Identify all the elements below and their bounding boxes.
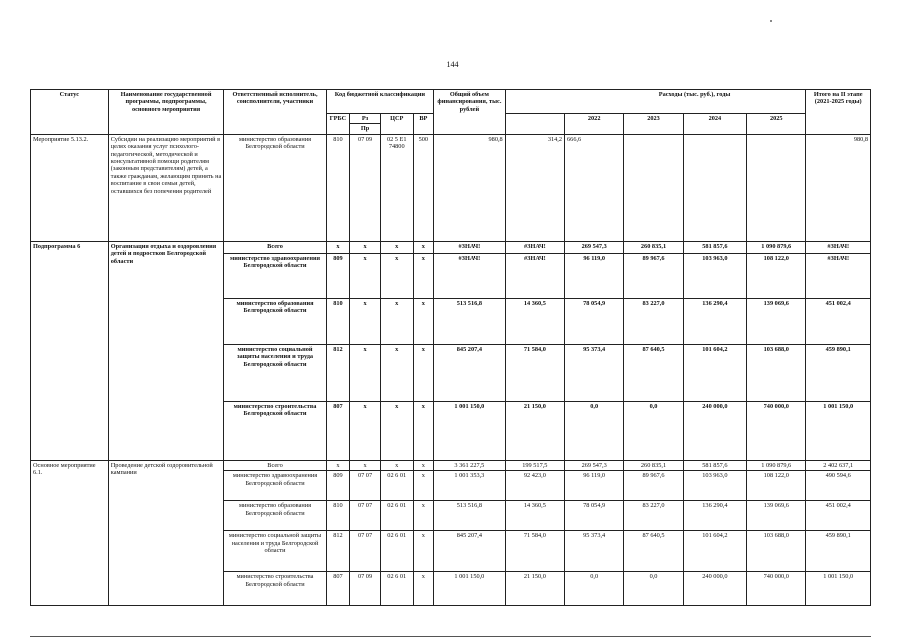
row-vr: x (413, 241, 433, 253)
row-rz: x (350, 253, 381, 298)
row-c3 (624, 134, 683, 241)
scan-speck (770, 20, 772, 22)
row-vr: x (413, 531, 433, 572)
row-csr: 02 6 01 (380, 471, 413, 501)
row-itog: #ЗНАЧ! (806, 241, 871, 253)
row-c1: 71 584,0 (505, 531, 564, 572)
row-c2: 269 547,3 (565, 241, 624, 253)
row-c1: 14 360,5 (505, 298, 564, 344)
row-c3: 89 967,6 (624, 253, 683, 298)
row-responsible: министерство образования Белгородской области (224, 501, 326, 531)
row-vr: x (413, 460, 433, 470)
row-c4: 101 604,2 (683, 344, 746, 401)
row-c4: 581 857,6 (683, 460, 746, 470)
row-csr: 02 6 01 (380, 531, 413, 572)
row-csr: x (380, 460, 413, 470)
page-number: 144 (446, 60, 459, 69)
col-responsible-header: Ответственный исполнитель, соисполнители, участники (224, 90, 326, 135)
row-c2: 0,0 (565, 572, 624, 606)
row-grbs: 807 (326, 401, 350, 460)
col-grbs-header: ГРБС (326, 114, 350, 135)
row-itog: #ЗНАЧ! (806, 253, 871, 298)
row-csr: x (380, 401, 413, 460)
row-c5: 740 000,0 (747, 401, 806, 460)
row-c5: 740 000,0 (747, 572, 806, 606)
row-rz: 07 09 (350, 572, 381, 606)
row-csr: x (380, 241, 413, 253)
row-c5: 108 122,0 (747, 253, 806, 298)
row-c4: 240 000,0 (683, 401, 746, 460)
row-total: 845 207,4 (434, 344, 506, 401)
row-c4: 103 963,0 (683, 471, 746, 501)
row-name: Организация отдыха и оздоровления детей и подростков Белгородской области (108, 241, 224, 460)
row-c4: 136 290,4 (683, 298, 746, 344)
row-total: 3 361 227,5 (434, 460, 506, 470)
row-status: Мероприятие 5.13.2. (31, 134, 109, 241)
row-c1: 21 150,0 (505, 572, 564, 606)
row-rz: 07 07 (350, 501, 381, 531)
row-total: 980,8 (434, 134, 506, 241)
row-csr: x (380, 298, 413, 344)
row-vr: 500 (413, 134, 433, 241)
row-vr: x (413, 572, 433, 606)
row-grbs: 810 (326, 134, 350, 241)
row-c2: 0,0 (565, 401, 624, 460)
row-c2: 95 373,4 (565, 531, 624, 572)
row-total: 513 516,8 (434, 298, 506, 344)
row-responsible: министерство строительства Белгородской области (224, 401, 326, 460)
row-total: #ЗНАЧ! (434, 253, 506, 298)
row-rz: 07 09 (350, 134, 381, 241)
row-vr: x (413, 471, 433, 501)
row-status: Подпрограмма 6 (31, 241, 109, 460)
row-csr: 02 5 Е1 74800 (380, 134, 413, 241)
row-c5: 139 069,6 (747, 298, 806, 344)
row-grbs: 812 (326, 344, 350, 401)
col-empty-year (505, 114, 564, 135)
row-c4: 101 604,2 (683, 531, 746, 572)
row-c4: 581 857,6 (683, 241, 746, 253)
table-row (31, 134, 871, 241)
col-2024-header: 2024 (683, 114, 746, 135)
row-c4: 240 000,0 (683, 572, 746, 606)
col-vr-header: ВР (413, 114, 433, 135)
row-c2: 96 119,0 (565, 471, 624, 501)
row-vr: x (413, 344, 433, 401)
row-rz: x (350, 344, 381, 401)
row-csr: x (380, 253, 413, 298)
row-vr: x (413, 298, 433, 344)
row-c1: #ЗНАЧ! (505, 241, 564, 253)
page-bottom-rule (30, 636, 871, 637)
row-grbs: 809 (326, 471, 350, 501)
col-2025-header: 2025 (747, 114, 806, 135)
row-total: 513 516,8 (434, 501, 506, 531)
row-grbs: 809 (326, 253, 350, 298)
row-itog: 980,8 (806, 134, 871, 241)
row-grbs: x (326, 241, 350, 253)
row-c4 (683, 134, 746, 241)
row-c3: 83 227,0 (624, 501, 683, 531)
row-responsible: министерство здравоохранения Белгородской области (224, 471, 326, 501)
row-vr: x (413, 501, 433, 531)
col-itog-header: Итого на II этапе (2021-2025 годы) (806, 90, 871, 135)
row-grbs: 810 (326, 501, 350, 531)
table-row (31, 460, 871, 470)
col-2022-header: 2022 (565, 114, 624, 135)
row-c3: 87 640,5 (624, 344, 683, 401)
row-c3: 260 835,1 (624, 460, 683, 470)
row-c5: 108 122,0 (747, 471, 806, 501)
row-total: 1 001 150,0 (434, 401, 506, 460)
row-c3: 83 227,0 (624, 298, 683, 344)
row-c1: 21 150,0 (505, 401, 564, 460)
row-rz: x (350, 460, 381, 470)
row-csr: 02 6 01 (380, 572, 413, 606)
row-c1: 71 584,0 (505, 344, 564, 401)
row-name: Субсидии на реализацию мероприятий в целях оказания услуг психолого-педагогической, методической и консультативной помощи родителям (законным представителям) детей, а также гражданам, желающим принять на воспитание в свои семьи детей, оставшихся без попечения родителей (108, 134, 224, 241)
row-c3: 87 640,5 (624, 531, 683, 572)
row-rz: x (350, 298, 381, 344)
row-responsible: министерство здравоохранения Белгородской области (224, 253, 326, 298)
row-total: 1 001 353,3 (434, 471, 506, 501)
row-c2: 78 054,9 (565, 501, 624, 531)
row-itog: 1 001 150,0 (806, 572, 871, 606)
row-grbs: 810 (326, 298, 350, 344)
row-rz: 07 07 (350, 531, 381, 572)
row-c3: 0,0 (624, 401, 683, 460)
row-name: Проведение детской оздоровительной кампании (108, 460, 224, 605)
col-rz-header: Рз (350, 114, 381, 124)
row-c5: 103 688,0 (747, 531, 806, 572)
col-status-header: Статус (31, 90, 109, 135)
row-responsible: Всего (224, 460, 326, 470)
row-c3: 260 835,1 (624, 241, 683, 253)
row-responsible: Всего (224, 241, 326, 253)
col-pr-header: Пр (350, 124, 381, 134)
row-c2: 95 373,4 (565, 344, 624, 401)
row-vr: x (413, 401, 433, 460)
row-itog: 2 402 637,1 (806, 460, 871, 470)
row-c4: 136 290,4 (683, 501, 746, 531)
row-total: 1 001 150,0 (434, 572, 506, 606)
row-responsible: министерство социальной защиты населения и труда Белгородской области (224, 344, 326, 401)
row-csr: 02 6 01 (380, 501, 413, 531)
row-c1: #ЗНАЧ! (505, 253, 564, 298)
col-name-header: Наименование государственной программы, подпрограммы, основного мероприятия (108, 90, 224, 135)
row-rz: x (350, 241, 381, 253)
row-c3: 89 967,6 (624, 471, 683, 501)
col-budget-code-header: Код бюджетной классификации (326, 90, 433, 114)
row-grbs: 807 (326, 572, 350, 606)
row-total: 845 207,4 (434, 531, 506, 572)
row-csr: x (380, 344, 413, 401)
row-c5: 1 090 879,6 (747, 460, 806, 470)
col-total-header: Общий объем финансирования, тыс. рублей (434, 90, 506, 135)
row-responsible: министерство строительства Белгородской области (224, 572, 326, 606)
row-rz: 07 07 (350, 471, 381, 501)
row-c1: 199 517,5 (505, 460, 564, 470)
row-rz: x (350, 401, 381, 460)
row-itog: 451 002,4 (806, 298, 871, 344)
row-vr: x (413, 253, 433, 298)
row-grbs: 812 (326, 531, 350, 572)
row-c2: 78 054,9 (565, 298, 624, 344)
row-itog: 451 002,4 (806, 501, 871, 531)
row-c2: 96 119,0 (565, 253, 624, 298)
row-c2: 666,6 (565, 134, 624, 241)
header-row-1 (31, 90, 871, 114)
row-total: #ЗНАЧ! (434, 241, 506, 253)
row-itog: 490 594,6 (806, 471, 871, 501)
table-row (31, 241, 871, 253)
row-c5: 139 069,6 (747, 501, 806, 531)
row-c4: 103 963,0 (683, 253, 746, 298)
row-c5: 103 688,0 (747, 344, 806, 401)
row-responsible: министерство образования Белгородской области (224, 298, 326, 344)
col-2023-header: 2023 (624, 114, 683, 135)
row-c5 (747, 134, 806, 241)
row-c1: 92 423,0 (505, 471, 564, 501)
row-status: Основное мероприятие 6.1. (31, 460, 109, 605)
row-grbs: x (326, 460, 350, 470)
row-c2: 269 547,3 (565, 460, 624, 470)
row-c1: 14 360,5 (505, 501, 564, 531)
row-itog: 459 890,1 (806, 531, 871, 572)
budget-table (30, 89, 871, 606)
col-csr-header: ЦСР (380, 114, 413, 135)
row-itog: 1 001 150,0 (806, 401, 871, 460)
row-c1: 314,2 (505, 134, 564, 241)
row-responsible: министерство социальной защиты населения и труда Белгородской области (224, 531, 326, 572)
row-c3: 0,0 (624, 572, 683, 606)
row-responsible: министерство образования Белгородской области (224, 134, 326, 241)
row-c5: 1 090 879,6 (747, 241, 806, 253)
col-expenses-header: Расходы (тыс. руб.), годы (505, 90, 806, 114)
row-itog: 459 890,1 (806, 344, 871, 401)
